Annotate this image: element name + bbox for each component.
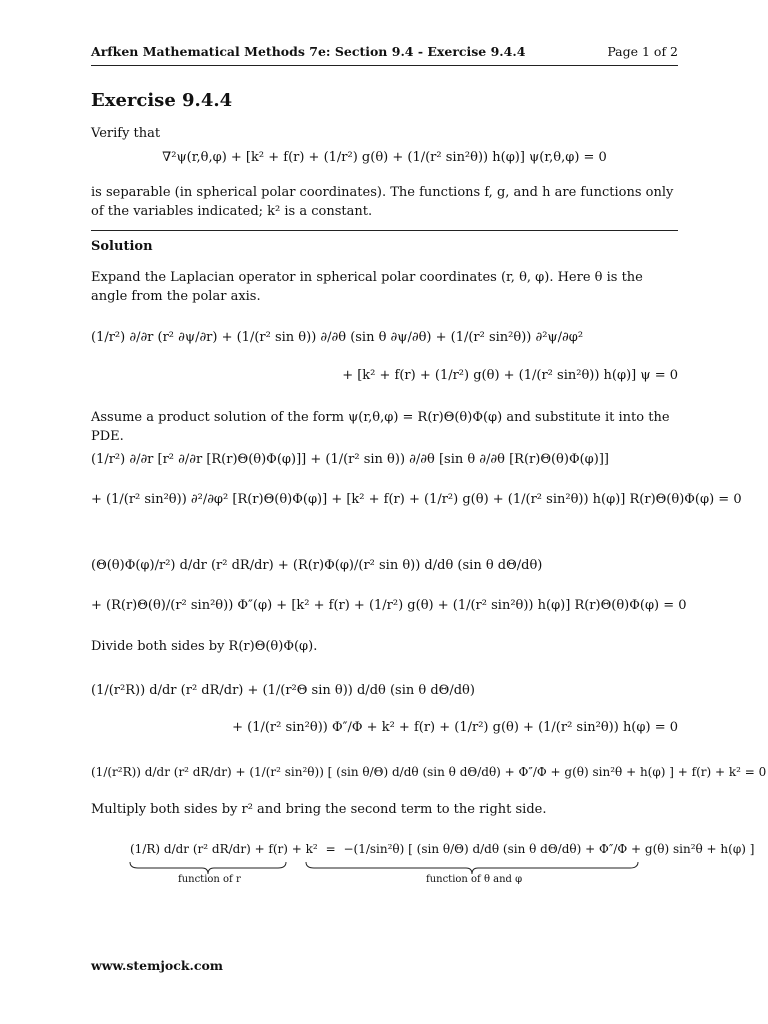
text-multiply: Multiply both sides by r² and bring the second term to the right side. [91,802,547,817]
text-divide: Divide both sides by R(r)Θ(θ)Φ(φ). [91,639,318,654]
equation-6-right: −(1/sin²θ) [ (sin θ/Θ) d/dθ (sin θ dΘ/dθ) + Φ″/Φ + g(θ) sin²θ + h(φ) ] [343,842,755,856]
equation-6-equals: = [325,842,336,856]
equation-1a: (1/r²) ∂/∂r (r² ∂ψ/∂r) + (1/(r² sin θ)) ∂/∂θ (sin θ ∂ψ/∂θ) + (1/(r² sin²θ)) ∂²ψ/∂φ² [91,330,584,345]
page-number: Page 1 of 2 [607,44,678,59]
equation-0: ∇²ψ(r,θ,φ) + [k² + f(r) + (1/r²) g(θ) + (1/(r² sin²θ)) h(φ)] ψ(r,θ,φ) = 0 [162,150,607,165]
equation-1b: + [k² + f(r) + (1/r²) g(θ) + (1/(r² sin²θ)) h(φ)] ψ = 0 [342,368,678,383]
header-title: Arfken Mathematical Methods 7e: Section 9.4 - Exercise 9.4.4 [91,44,526,59]
text-product: Assume a product solution of the form ψ(r,θ,φ) = R(r)Θ(θ)Φ(φ) and substitute it into the PDE. [91,410,670,444]
equation-5: (1/(r²R)) d/dr (r² dR/dr) + (1/(r² sin²θ)) [ (sin θ/Θ) d/dθ (sin θ dΘ/dθ) + Φ″/Φ + g(θ) sin²θ + h(φ) ] + f(r) + k² = 0 [91,765,767,779]
section-rule [91,230,678,231]
equation-6-left: (1/R) d/dr (r² dR/dr) + f(r) + k² [130,842,318,856]
header-rule [91,65,678,66]
underbrace-right [304,862,640,874]
page-header [91,44,678,59]
verify-text: Verify that [91,126,161,141]
solution-heading: Solution [91,239,153,254]
equation-3a: (Θ(θ)Φ(φ)/r²) d/dr (r² dR/dr) + (R(r)Φ(φ)/(r² sin θ)) d/dθ (sin θ dΘ/dθ) [91,558,543,573]
exercise-title: Exercise 9.4.4 [91,90,233,111]
equation-4b: + (1/(r² sin²θ)) Φ″/Φ + k² + f(r) + (1/r²) g(θ) + (1/(r² sin²θ)) h(φ) = 0 [232,720,678,735]
equation-2b: + (1/(r² sin²θ)) ∂²/∂φ² [R(r)Θ(θ)Φ(φ)] + [k² + f(r) + (1/r²) g(θ) + (1/(r² sin²θ)) h(φ)] R(r)Θ(θ)Φ(φ) = 0 [91,492,742,507]
footer-url[interactable]: www.stemjock.com [91,958,224,973]
equation-3b: + (R(r)Θ(θ)/(r² sin²θ)) Φ″(φ) + [k² + f(r) + (1/r²) g(θ) + (1/(r² sin²θ)) h(φ)] R(r)Θ(θ)Φ(φ) = 0 [91,598,687,613]
equation-4a: (1/(r²R)) d/dr (r² dR/dr) + (1/(r²Θ sin θ)) d/dθ (sin θ dΘ/dθ) [91,683,475,698]
brace-label-r: function of r [178,874,241,885]
brace-label-theta-phi: function of θ and φ [426,874,523,885]
equation-2a: (1/r²) ∂/∂r [r² ∂/∂r [R(r)Θ(θ)Φ(φ)]] + (1/(r² sin θ)) ∂/∂θ [sin θ ∂/∂θ [R(r)Θ(θ)Φ(φ)]] [91,452,609,467]
intro-paragraph: is separable (in spherical polar coordinates). The functions f, g, and h are functions only of the variables indicated; k² is a constant. [91,185,674,219]
equation-6 [130,842,755,856]
underbrace-left [128,862,288,874]
text-expand: Expand the Laplacian operator in spherical polar coordinates (r, θ, φ). Here θ is the angle from the polar axis. [91,270,643,304]
